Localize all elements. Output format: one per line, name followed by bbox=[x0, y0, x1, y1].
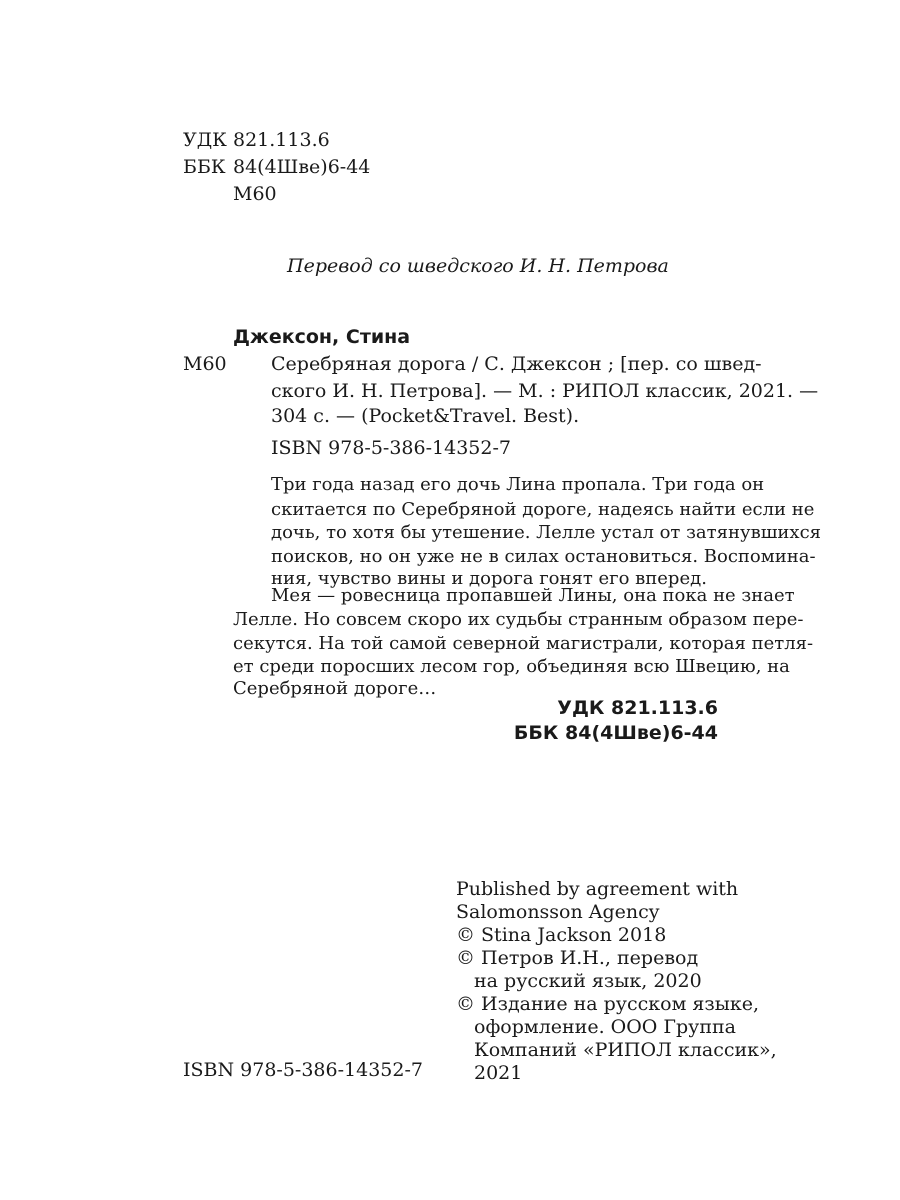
index-udk: УДК 821.113.6 bbox=[557, 697, 718, 719]
copyright-line: Published by agreement with bbox=[456, 878, 739, 900]
catalog-author-mark: М60 bbox=[183, 353, 227, 375]
annotation-line: Мея — ровесница пропавшей Лины, она пока не знает bbox=[271, 585, 795, 606]
annotation-line: ния, чувство вины и дорога гонят его вперед. bbox=[271, 568, 707, 589]
bbk-label: ББК bbox=[183, 156, 226, 178]
annotation-line: поисков, но он уже не в силах остановиться. Воспомина- bbox=[271, 546, 816, 567]
annotation-line: секутся. На той самой северной магистрали, которая петля- bbox=[233, 633, 814, 654]
copyright-line: © Петров И.Н., перевод bbox=[456, 947, 699, 969]
bbk-value: 84(4Шве)6-44 bbox=[233, 156, 371, 178]
catalog-description-line-1: Серебряная дорога / С. Джексон ; [пер. со швед- bbox=[271, 353, 762, 375]
translation-note: Перевод со шведского И. Н. Петрова bbox=[287, 255, 669, 277]
annotation-line: Серебряной дороге… bbox=[233, 678, 437, 699]
catalog-author: Джексон, Стина bbox=[233, 326, 411, 348]
annotation-line: Три года назад его дочь Лина пропала. Три года он bbox=[271, 474, 765, 495]
copyright-line: оформление. ООО Группа bbox=[474, 1016, 737, 1038]
copyright-line: © Издание на русском языке, bbox=[456, 993, 760, 1015]
catalog-description-line-3: 304 с. — (Pocket&Travel. Best). bbox=[271, 405, 580, 427]
catalog-isbn: ISBN 978-5-386-14352-7 bbox=[271, 437, 511, 459]
isbn-bottom: ISBN 978-5-386-14352-7 bbox=[183, 1059, 423, 1081]
copyright-line: 2021 bbox=[474, 1062, 523, 1084]
index-bbk: ББК 84(4Шве)6-44 bbox=[513, 722, 718, 744]
copyright-line: © Stina Jackson 2018 bbox=[456, 924, 667, 946]
udk-label: УДК bbox=[183, 129, 227, 151]
udk-value: 821.113.6 bbox=[233, 129, 330, 151]
annotation-line: скитается по Серебряной дороге, надеясь найти если не bbox=[271, 499, 815, 520]
catalog-description-line-2: ского И. Н. Петрова]. — М. : РИПОЛ классик, 2021. — bbox=[271, 380, 819, 402]
annotation-line: Лелле. Но совсем скоро их судьбы странным образом пере- bbox=[233, 609, 804, 630]
annotation-line: дочь, то хотя бы утешение. Лелле устал от затянувшихся bbox=[271, 522, 822, 543]
copyright-line: на русский язык, 2020 bbox=[474, 970, 702, 992]
copyright-line: Salomonsson Agency bbox=[456, 901, 660, 923]
copyright-line: Компаний «РИПОЛ классик», bbox=[474, 1039, 777, 1061]
annotation-line: ет среди поросших лесом гор, объединяя всю Швецию, на bbox=[233, 656, 790, 677]
author-mark-top: М60 bbox=[233, 183, 277, 205]
